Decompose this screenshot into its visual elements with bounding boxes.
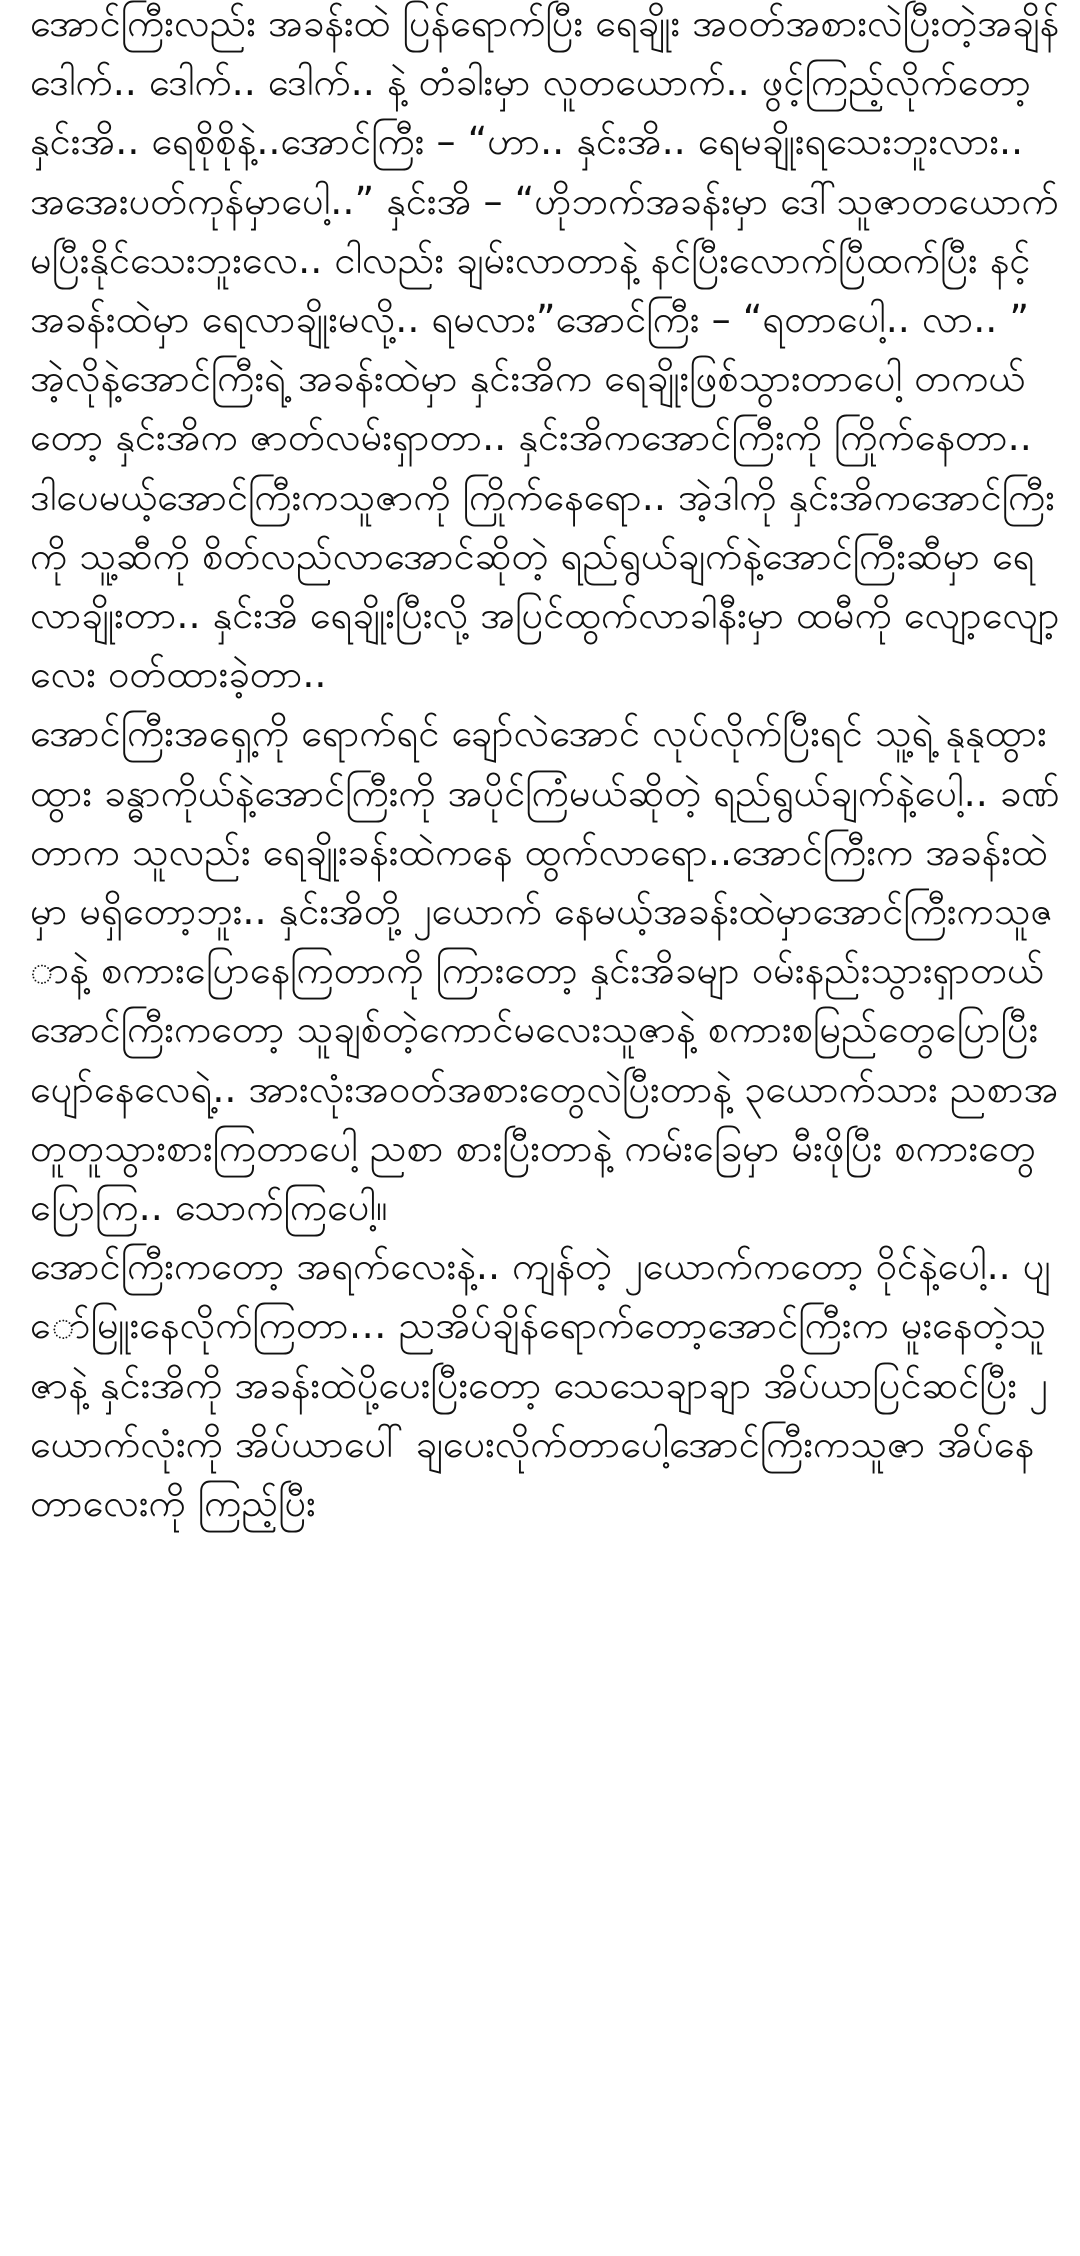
story-paragraph-3: အောင်ကြီးကတော့ အရက်လေးနဲ့.. ကျန်တဲ့ ၂ယောက်ကတော့ ဝိုင်နဲ့ပေါ့.. ပျော်မြူးနေလိုက်ကြတာ… ညအိပ်ချိန်ရောက်တော့အောင်ကြီးက မူးနေတဲ့သူဇာနဲ့ နှင်းအိကို အခန်းထဲပို့ပေးပြီးတော့ သေသေချာချာ အိပ်ယာပြင်ဆင်ပြီး ၂ယောက်လုံးကို အိပ်ယာပေါ် ချပေးလိုက်တာပေါ့အောင်ကြီးကသူဇာ အိပ်နေတာလေးကို ကြည့်ပြီး xyxy=(30,1244,1051,1526)
story-paragraph-1: အောင်ကြီးလည်း အခန်းထဲ ပြန်ရောက်ပြီး ရေချိုး အဝတ်အစားလဲပြီးတဲ့အချိန် ဒေါက်.. ဒေါက်.. ဒေါက်.. နဲ့ တံခါးမှာ လူတယောက်.. ဖွင့်ကြည့်လိုက်တော့ နှင်းအိ.. ရေစိုစိုနဲ့..အောင်ကြီး – “ဟာ.. နှင်းအိ.. ရေမချိုးရသေးဘူးလား.. အအေးပတ်ကုန်မှာပေါ့..” နှင်းအိ – “ဟိုဘက်အခန်းမှာ ဒေါ်သူဇာတယောက် မပြီးနိုင်သေးဘူးလေ.. ငါလည်း ချမ်းလာတာနဲ့ နင်ပြီးလောက်ပြီထက်ပြီး နင့်အခန်းထဲမှာ ရေလာချိုးမလို့.. ရမလား”အောင်ကြီး – “ရတာပေါ့.. လာ.. ” အဲ့လိုနဲ့အောင်ကြီးရဲ့ အခန်းထဲမှာ နှင်းအိက ရေချိုးဖြစ်သွားတာပေါ့ တကယ်တော့ နှင်းအိက ဇာတ်လမ်းရှာတာ.. နှင်းအိကအောင်ကြီးကို ကြိုက်နေတာ.. ဒါပေမယ့်အောင်ကြီးကသူဇာကို ကြိုက်နေရော.. အဲ့ဒါကို နှင်းအိကအောင်ကြီးကို သူ့ဆီကို စိတ်လည်လာအောင်ဆိုတဲ့ ရည်ရွယ်ချက်နဲ့အောင်ကြီးဆီမှာ ရေလာချိုးတာ.. နှင်းအိ ရေချိုးပြီးလို့ အပြင်ထွက်လာခါနီးမှာ ထမီကို လျော့လျော့လေး ဝတ်ထားခဲ့တာ.. xyxy=(30,1,1060,697)
story-text xyxy=(30,0,1060,1533)
story-paragraph-2: အောင်ကြီးအရှေ့ကို ရောက်ရင် ချော်လဲအောင် လုပ်လိုက်ပြီးရင် သူ့ရဲ့ နုနုထွားထွား ခန္ဓာကိုယ်နဲ့အောင်ကြီးကို အပိုင်ကြံမယ်ဆိုတဲ့ ရည်ရွယ်ချက်နဲ့ပေါ့.. ခဏ်တာက သူလည်း ရေချိုးခန်းထဲကနေ ထွက်လာရော..အောင်ကြီးက အခန်းထဲမှာ မရှိတော့ဘူး.. နှင်းအိတို့ ၂ယောက် နေမယ့်အခန်းထဲမှာအောင်ကြီးကသူဇာနဲ့ စကားပြောနေကြတာကို ကြားတော့ နှင်းအိခမျာ ဝမ်းနည်းသွားရှာတယ်အောင်ကြီးကတော့ သူချစ်တဲ့ကောင်မလေးသူဇာနဲ့ စကားစမြည်တွေပြောပြီး ပျော်နေလေရဲ့.. အားလုံးအဝတ်အစားတွေလဲပြီးတာနဲ့ ၃ယောက်သား ညစာအတူတူသွားစားကြတာပေါ့ ညစာ စားပြီးတာနဲ့ ကမ်းခြေမှာ မီးဖိုပြီး စကားတွေ ပြောကြ.. သောက်ကြပေါ့။ xyxy=(30,711,1060,1230)
